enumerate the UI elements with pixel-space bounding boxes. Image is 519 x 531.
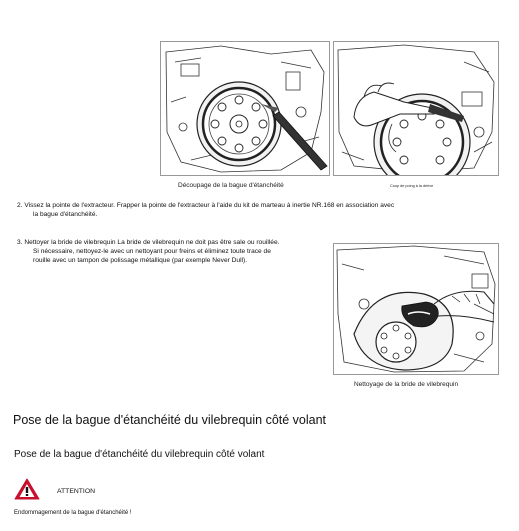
seal-punch-illustration	[334, 42, 498, 175]
figure-caption: Coup de poing à la dérive	[390, 184, 434, 188]
step-3	[17, 238, 333, 265]
figure-seal-punch	[333, 41, 499, 176]
step-text: 3. Nettoyer la bride de vilebrequin La bride de vilebrequin ne doit pas être sale ou rouillée.	[17, 239, 280, 246]
figure-seal-cutting	[160, 41, 330, 176]
figure-caption: Nettoyage de la bride de vilebrequin	[354, 381, 459, 388]
figure-caption: Découpage de la bague d'étanchéité	[178, 182, 284, 189]
step-text: 2. Vissez la pointe de l'extracteur. Frapper la pointe de l'extracteur à l'aide du kit de marteau à inertie NR.168 en association avec	[17, 202, 395, 209]
step-text: Si nécessaire, nettoyez-le avec un nettoyant pour freins et éliminez toute trace de	[33, 248, 271, 255]
section-subheading: Pose de la bague d'étanchéité du vilebrequin côté volant	[14, 449, 265, 460]
section-heading: Pose de la bague d'étanchéité du vilebrequin côté volant	[13, 413, 327, 427]
step-text: la bague d'étanchéité.	[33, 211, 98, 218]
figure-flange-cleaning	[333, 243, 499, 375]
step-2	[17, 201, 497, 219]
warning-text: Endommagement de la bague d'étanchéité !	[14, 510, 132, 516]
flange-cleaning-illustration	[334, 244, 498, 374]
warning-triangle-icon	[14, 478, 40, 500]
seal-cutting-illustration	[161, 42, 329, 175]
warning-label: ATTENTION	[57, 488, 96, 495]
step-text: rouille avec un tampon de polissage métallique (par exemple Never Dull).	[33, 257, 248, 264]
